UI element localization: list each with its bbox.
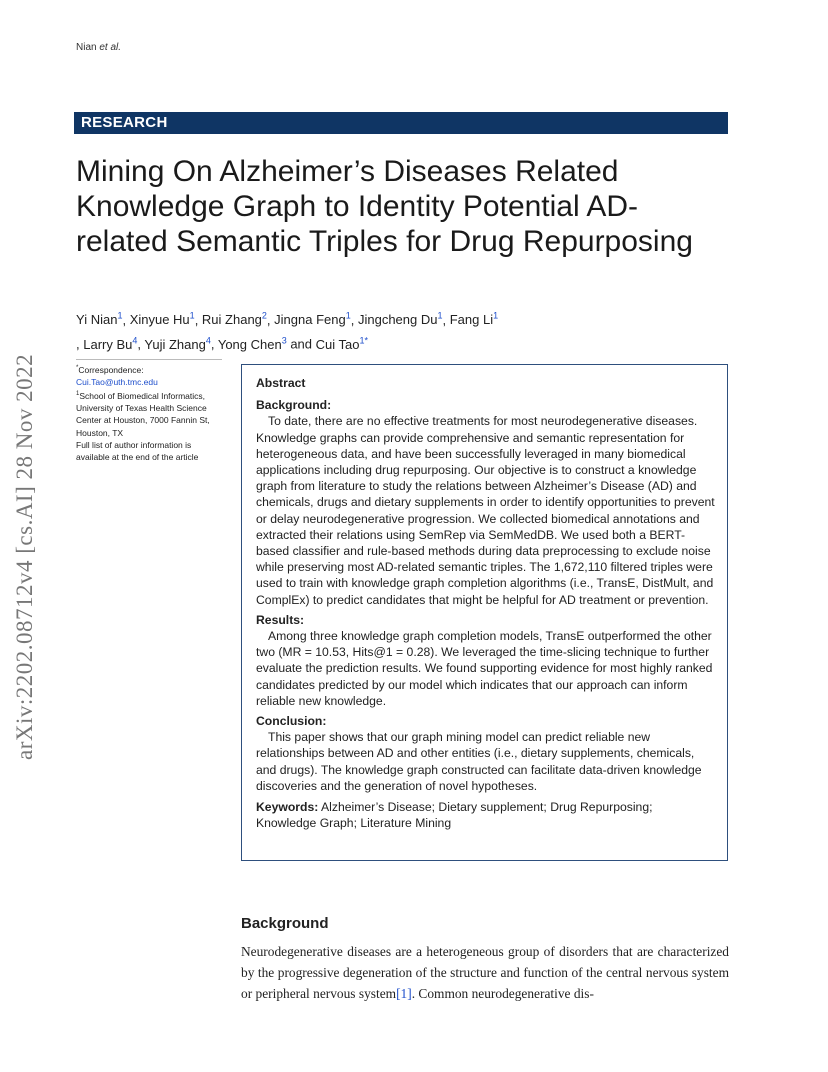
author-affiliation-link[interactable]: 1 [493, 311, 499, 321]
abstract-background-text: To date, there are no effective treatments for most neurodegenerative diseases. Knowledge graphs can provide comprehensive and semantic representation for heterogeneous data, and have been successfully leveraged in many biomedical applications including drug repurposing. Our objective is to construct a knowledge graph from literature to study the relations between Alzheimer’s Disease (AD) and chemicals, drugs and dietary supplements in order to identify opportunities to prevent or delay neurodegenerative progression. We collected biomedical annotations and extracted their relations using SemRep via SemMedDB. We used both a BERT-based classifier and rule-based methods during data preprocessing to exclude noise while preserving most AD-related semantic triples. The 1,672,110 filtered triples were used to train with knowledge graph completion algorithms (i.e., TransE, DistMult, and ComplEx) to predict candidates that might be helpful for AD treatment or prevention. [256, 414, 715, 607]
keywords-text: Alzheimer’s Disease; Dietary supplement; Drug Repurposing; Knowledge Graph; Literature Mining [256, 800, 653, 831]
author-list: Yi Nian$^1$, Xinyue Hu$^1$, Rui Zhang$^2$, Jingna Feng$^1$, Jingcheng Du$^1$, Fang Li$^1$ , Larry Bu$^4$, Yuji Zhang$^4$, Yong Chen$^3$ and Cui Tao$^{1*}$ [76, 311, 499, 352]
section-banner: RESEARCH [74, 112, 728, 134]
running-head-etal: et al. [99, 42, 122, 53]
abstract-results-heading: Results: [256, 612, 305, 627]
keywords [256, 799, 715, 831]
abstract-background-heading: Background: [256, 398, 332, 413]
affiliation-divider [76, 359, 222, 360]
author-affiliation-link[interactable]: 1 [437, 311, 443, 321]
background-paragraph: Neurodegenerative diseases are a heterogeneous group of disorders that are characterized by the progressive degeneration of the structure and function of the central nervous system or peripheral nervous system[1]. Common neurodegenerative dis- [241, 944, 729, 1001]
author-affiliation-link[interactable]: 4 [132, 335, 138, 346]
abstract-results-text: Among three knowledge graph completion models, TransE outperformed the other two (MR = 10.53, Hits@1 = 0.28). We leveraged the time-slicing technique to further evaluate the prediction results. We found supporting evidence for most highly ranked candidates predicted by our model which indicates that our approach can inform reliable new knowledge. [256, 629, 713, 708]
affiliation-note [76, 362, 226, 463]
running-head [76, 42, 121, 53]
abstract-conclusion-text: This paper shows that our graph mining model can predict reliable new relationships between AD and other entities (i.e., dietary supplements, chemicals, and drugs). The knowledge graph constructed can facilitate data-driven knowledge discoveries and the generation of novel hypotheses. [256, 730, 702, 793]
author: Yi Nian$^1$ [76, 311, 123, 328]
running-head-name: Nian [76, 42, 97, 53]
background-section-heading: Background [241, 915, 329, 932]
author: Larry Bu$^4$ [83, 335, 138, 352]
citation-link[interactable]: [1] [396, 986, 412, 1001]
author: Yuji Zhang$^4$ [144, 335, 211, 352]
author: Xinyue Hu$^1$ [129, 311, 195, 328]
affiliation-line: $^1$School of Biomedical Informatics, University of Texas Health Science Center at Houston, 7000 Fannin St, Houston, TX [76, 391, 210, 438]
correspondence-email-link[interactable]: Cui.Tao@uth.tmc.edu [76, 377, 158, 388]
arxiv-identifier: arXiv:2202.08712v4 [cs.AI] 28 Nov 2022 [12, 353, 37, 760]
author: Fang Li$^1$ [449, 311, 499, 328]
author-affiliation-link[interactable]: 1 [189, 311, 195, 321]
full-author-info-note: Full list of author information is available at the end of the article [76, 439, 199, 463]
correspondence-line: *Correspondence: [76, 364, 144, 375]
author: Jingcheng Du$^1$ [357, 311, 443, 328]
author: Rui Zhang$^2$ [201, 311, 267, 328]
author: Yong Chen$^3$ [217, 335, 287, 352]
author-affiliation-link[interactable]: 1* [359, 335, 368, 346]
author-affiliation-link[interactable]: 2 [261, 311, 267, 321]
abstract-box [241, 364, 728, 861]
paper-title: Mining On Alzheimer’s Diseases Related Knowledge Graph to Identity Potential AD-related Semantic Triples for Drug Repurposing [76, 155, 693, 258]
author: Jingna Feng$^1$ [274, 311, 351, 328]
author: Cui Tao$^{1*}$ [315, 335, 368, 352]
keywords-label: Keywords: [256, 800, 319, 815]
abstract-heading: Abstract [256, 376, 306, 390]
abstract-conclusion-heading: Conclusion: [256, 714, 327, 729]
author-affiliation-link[interactable]: 1 [345, 311, 351, 321]
author-affiliation-link[interactable]: 4 [205, 335, 211, 346]
author-affiliation-link[interactable]: 1 [117, 311, 123, 321]
author-affiliation-link[interactable]: 3 [281, 335, 287, 346]
